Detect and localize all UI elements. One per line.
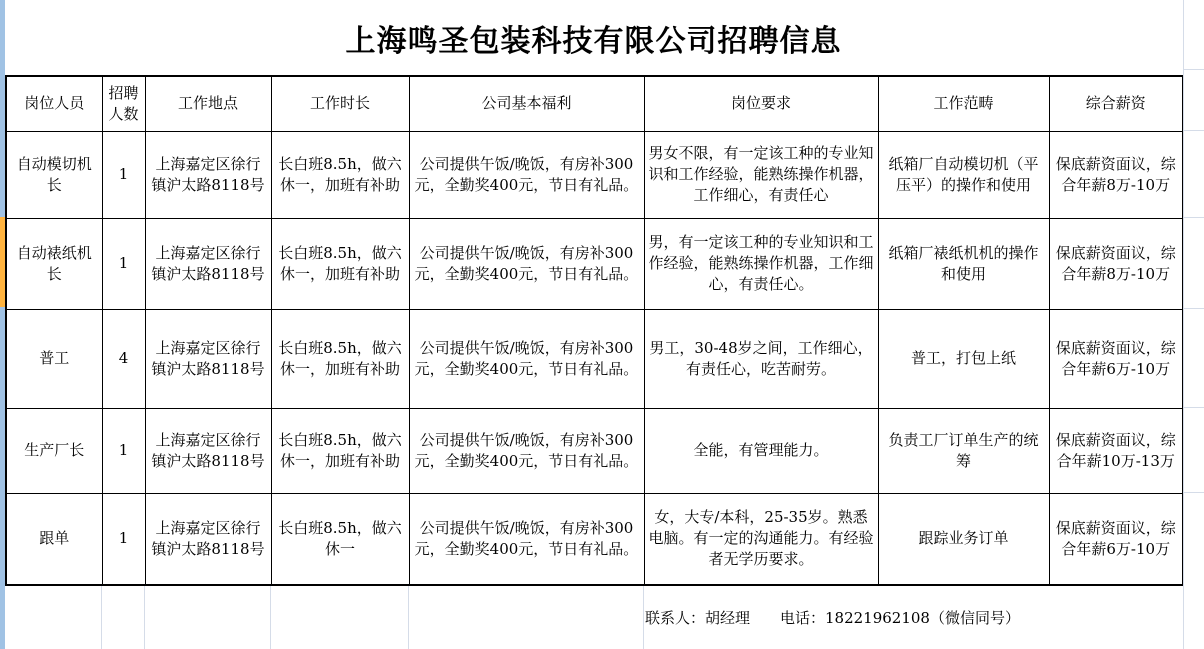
table-row — [6, 218, 1183, 309]
cell-headcount[interactable]: 1 — [102, 218, 145, 309]
gridline — [1183, 0, 1184, 649]
cell-benefits[interactable]: 公司提供午饭/晚饭，有房补300元，全勤奖400元，节日有礼品。 — [409, 493, 644, 585]
table-row — [6, 309, 1183, 408]
cell-requirements[interactable]: 男女不限，有一定该工种的专业知识和工作经验，能熟练操作机器，工作细心，有责任心 — [644, 131, 878, 218]
cell-requirements[interactable]: 男，有一定该工种的专业知识和工作经验，能熟练操作机器，工作细心，有责任心。 — [644, 218, 878, 309]
title-row — [5, 0, 1182, 75]
cell-benefits[interactable]: 公司提供午饭/晚饭，有房补300元，全勤奖400元，节日有礼品。 — [409, 218, 644, 309]
jobs-table — [5, 75, 1184, 586]
sheet-title: 上海鸣圣包装科技有限公司招聘信息 — [345, 23, 842, 59]
cell-location[interactable]: 上海嘉定区徐行镇沪太路8118号 — [145, 309, 271, 408]
gridline — [408, 586, 409, 649]
column-header-location[interactable]: 工作地点 — [145, 76, 271, 131]
gridline — [270, 586, 271, 649]
column-header-requirements[interactable]: 岗位要求 — [644, 76, 878, 131]
header-row — [6, 76, 1183, 131]
table-row — [6, 493, 1183, 585]
cell-salary[interactable]: 保底薪资面议，综合年薪10万-13万 — [1049, 408, 1183, 493]
cell-benefits[interactable]: 公司提供午饭/晚饭，有房补300元，全勤奖400元，节日有礼品。 — [409, 131, 644, 218]
cell-headcount[interactable]: 1 — [102, 131, 145, 218]
cell-requirements[interactable]: 女，大专/本科，25-35岁。熟悉电脑。有一定的沟通能力。有经验者无学历要求。 — [644, 493, 878, 585]
cell-position[interactable]: 自动模切机长 — [6, 131, 102, 218]
gridline — [1183, 130, 1204, 131]
cell-scope[interactable]: 跟踪业务订单 — [878, 493, 1049, 585]
cell-salary[interactable]: 保底薪资面议，综合年薪6万-10万 — [1049, 493, 1183, 585]
cell-scope[interactable]: 纸箱厂自动模切机（平压平）的操作和使用 — [878, 131, 1049, 218]
cell-benefits[interactable]: 公司提供午饭/晚饭，有房补300元，全勤奖400元，节日有礼品。 — [409, 408, 644, 493]
table-row — [6, 408, 1183, 493]
cell-hours[interactable]: 长白班8.5h，做六休一，加班有补助 — [271, 218, 409, 309]
cell-position[interactable]: 跟单 — [6, 493, 102, 585]
gridline — [1183, 308, 1204, 309]
cell-location[interactable]: 上海嘉定区徐行镇沪太路8118号 — [145, 218, 271, 309]
cell-salary[interactable]: 保底薪资面议，综合年薪8万-10万 — [1049, 218, 1183, 309]
cell-hours[interactable]: 长白班8.5h，做六休一 — [271, 493, 409, 585]
gridline — [101, 586, 102, 649]
cell-position[interactable]: 普工 — [6, 309, 102, 408]
gridline — [1183, 69, 1204, 70]
cell-location[interactable]: 上海嘉定区徐行镇沪太路8118号 — [145, 131, 271, 218]
footer-row — [5, 586, 1204, 649]
cell-requirements[interactable]: 全能，有管理能力。 — [644, 408, 878, 493]
gridline — [144, 586, 145, 649]
cell-position[interactable]: 生产厂长 — [6, 408, 102, 493]
gridline — [1183, 492, 1204, 493]
cell-location[interactable]: 上海嘉定区徐行镇沪太路8118号 — [145, 408, 271, 493]
cell-benefits[interactable]: 公司提供午饭/晚饭，有房补300元，全勤奖400元，节日有礼品。 — [409, 309, 644, 408]
cell-scope[interactable]: 普工，打包上纸 — [878, 309, 1049, 408]
cell-salary[interactable]: 保底薪资面议，综合年薪6万-10万 — [1049, 309, 1183, 408]
cell-hours[interactable]: 长白班8.5h，做六休一，加班有补助 — [271, 131, 409, 218]
cell-requirements[interactable]: 男工，30-48岁之间，工作细心，有责任心，吃苦耐劳。 — [644, 309, 878, 408]
contact-info[interactable]: 联系人：胡经理 电话：18221962108（微信同号） — [645, 609, 1020, 627]
cell-salary[interactable]: 保底薪资面议，综合年薪8万-10万 — [1049, 131, 1183, 218]
column-header-scope[interactable]: 工作范畴 — [878, 76, 1049, 131]
column-header-position[interactable]: 岗位人员 — [6, 76, 102, 131]
table-row — [6, 131, 1183, 218]
cell-position[interactable]: 自动裱纸机长 — [6, 218, 102, 309]
column-header-salary[interactable]: 综合薪资 — [1049, 76, 1183, 131]
gridline — [1183, 217, 1204, 218]
cell-scope[interactable]: 负责工厂订单生产的统筹 — [878, 408, 1049, 493]
gridline — [643, 586, 644, 649]
gridline — [1183, 407, 1204, 408]
cell-headcount[interactable]: 1 — [102, 493, 145, 585]
cell-headcount[interactable]: 4 — [102, 309, 145, 408]
cell-location[interactable]: 上海嘉定区徐行镇沪太路8118号 — [145, 493, 271, 585]
cell-scope[interactable]: 纸箱厂裱纸机机的操作和使用 — [878, 218, 1049, 309]
column-header-hours[interactable]: 工作时长 — [271, 76, 409, 131]
column-header-benefits[interactable]: 公司基本福利 — [409, 76, 644, 131]
column-header-headcount[interactable]: 招聘人数 — [102, 76, 145, 131]
cell-headcount[interactable]: 1 — [102, 408, 145, 493]
cell-hours[interactable]: 长白班8.5h，做六休一，加班有补助 — [271, 309, 409, 408]
cell-hours[interactable]: 长白班8.5h，做六休一，加班有补助 — [271, 408, 409, 493]
